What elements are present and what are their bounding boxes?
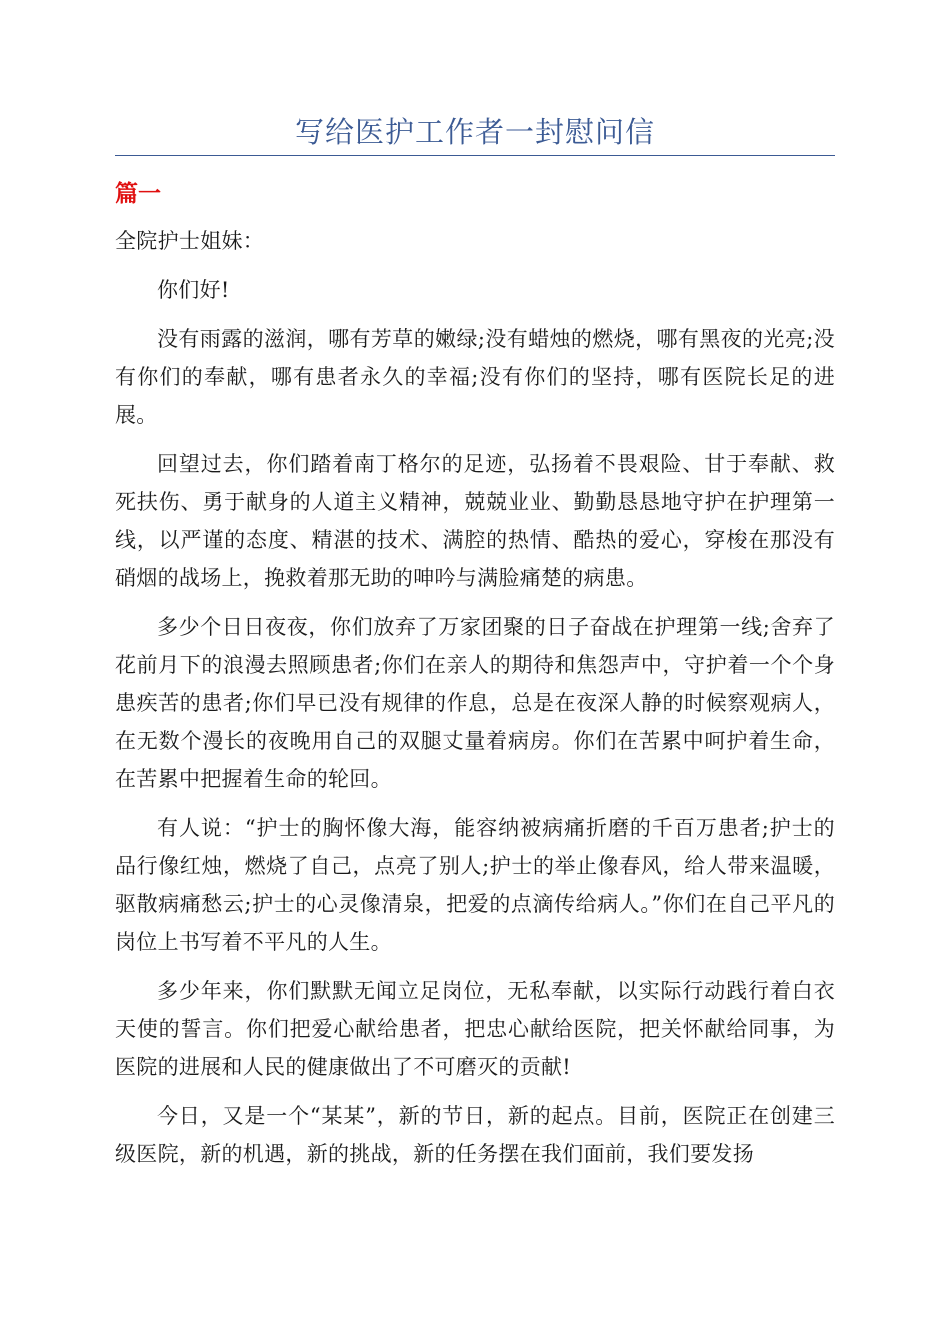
document-title: 写给医护工作者一封慰问信 [294, 115, 655, 149]
title-underline [115, 155, 835, 156]
paragraph: 有人说：“护士的胸怀像大海，能容纳被病痛折磨的千百万患者;护士的品行像红烛，燃烧了自己，点亮了别人;护士的举止像春风，给人带来温暖，驱散病痛愁云;护士的心灵像清泉，把爱的点滴传给病人。”你们在自己平凡的岗位上书写着不平凡的人生。 [115, 816, 835, 954]
paragraph: 今日，又是一个“某某”，新的节日，新的起点。目前，医院正在创建三级医院，新的机遇，新的挑战，新的任务摆在我们面前，我们要发扬 [115, 1104, 835, 1166]
greeting: 你们好! [157, 278, 230, 302]
letter-body [115, 222, 835, 1173]
section-heading: 篇一 [115, 181, 161, 207]
paragraph: 没有雨露的滋润，哪有芳草的嫩绿;没有蜡烛的燃烧，哪有黑夜的光亮;没有你们的奉献，哪有患者永久的幸福;没有你们的坚持，哪有医院长足的进展。 [115, 327, 835, 427]
paragraph: 多少个日日夜夜，你们放弃了万家团聚的日子奋战在护理第一线;舍弃了花前月下的浪漫去照顾患者;你们在亲人的期待和焦怨声中，守护着一个个身患疾苦的患者;你们早已没有规律的作息，总是在夜深人静的时候察观病人，在无数个漫长的夜晚用自己的双腿丈量着病房。你们在苦累中呵护着生命，在苦累中把握着生命的轮回。 [115, 615, 835, 791]
salutation: 全院护士姐妹： [115, 229, 265, 253]
paragraph: 多少年来，你们默默无闻立足岗位，无私奉献，以实际行动践行着白衣天使的誓言。你们把爱心献给患者，把忠心献给医院，把关怀献给同事，为医院的进展和人民的健康做出了不可磨灭的贡献! [115, 979, 835, 1079]
paragraph: 回望过去，你们踏着南丁格尔的足迹，弘扬着不畏艰险、甘于奉献、救死扶伤、勇于献身的人道主义精神，兢兢业业、勤勤恳恳地守护在护理第一线，以严谨的态度、精湛的技术、满腔的热情、酷热的爱心，穿梭在那没有硝烟的战场上，挽救着那无助的呻吟与满脸痛楚的病患。 [115, 452, 835, 590]
